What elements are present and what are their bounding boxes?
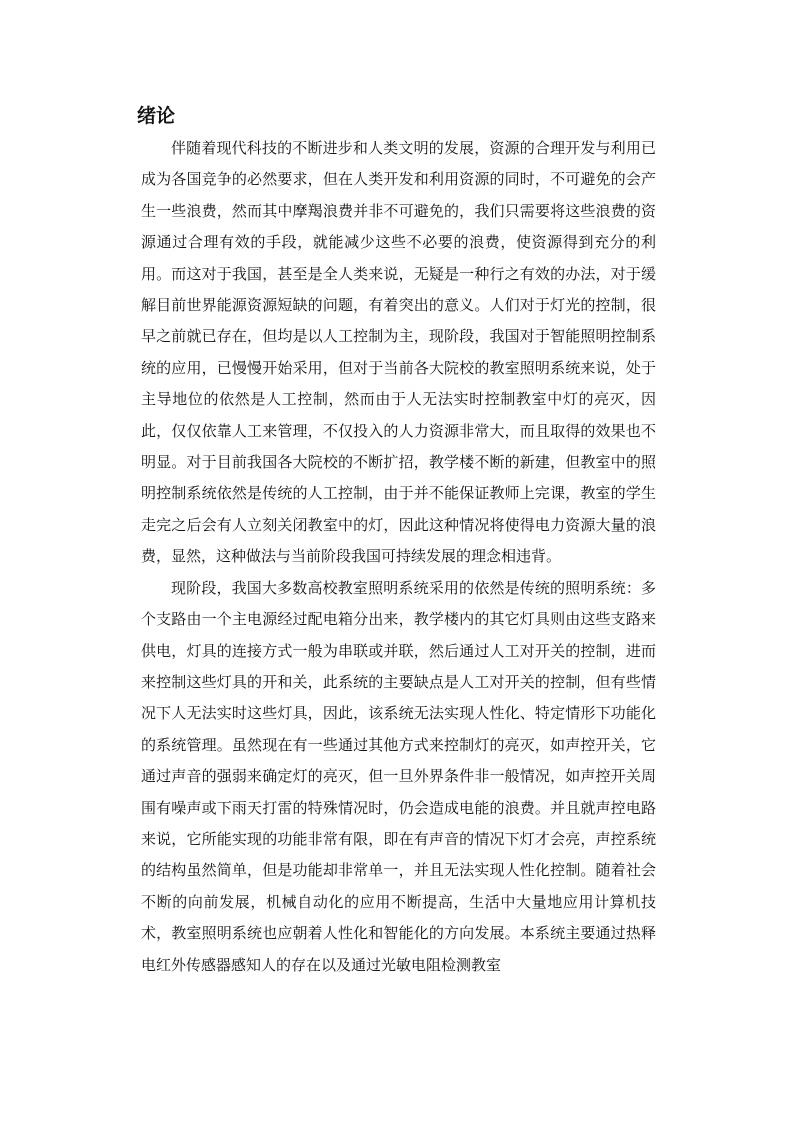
body-text	[141, 133, 656, 981]
section-heading: 绪论	[137, 105, 176, 127]
paragraph-1: 伴随着现代科技的不断进步和人类文明的发展，资源的合理开发与利用已成为各国竞争的必然要求，但在人类开发和利用资源的同时，不可避免的会产生一些浪费，然而其中摩羯浪费并非不可避免的，我们只需要将这些浪费的资源通过合理有效的手段，就能减少这些不必要的浪费，使资源得到充分的利用。而这对于我国，甚至是全人类来说，无疑是一种行之有效的办法，对于缓解目前世界能源资源短缺的问题，有着突出的意义。人们对于灯光的控制，很早之前就已存在，但均是以人工控制为主，现阶段，我国对于智能照明控制系统的应用，已慢慢开始采用，但对于当前各大院校的教室照明系统来说，处于主导地位的依然是人工控制，然而由于人无法实时控制教室中灯的亮灭，因此，仅仅依靠人工来管理，不仅投入的人力资源非常大，而且取得的效果也不明显。对于目前我国各大院校的不断扩招，教学楼不断的新建，但教室中的照明控制系统依然是传统的人工控制，由于并不能保证教师上完课，教室的学生走完之后会有人立刻关闭教室中的灯，因此这种情况将使得电力资源大量的浪费，显然，这种做法与当前阶段我国可持续发展的理念相违背。	[141, 139, 656, 566]
paragraph-2: 现阶段，我国大多数高校教室照明系统采用的依然是传统的照明系统：多个支路由一个主电源经过配电箱分出来，教学楼内的其它灯具则由这些支路来供电，灯具的连接方式一般为串联或并联，然后通过人工对开关的控制，进而来控制这些灯具的开和关，此系统的主要缺点是人工对开关的控制，但有些情况下人无法实时这些灯具，因此，该系统无法实现人性化、特定情形下功能化的系统管理。虽然现在有一些通过其他方式来控制灯的亮灭，如声控开关，它通过声音的强弱来确定灯的亮灭，但一旦外界条件非一般情况，如声控开关周围有噪声或下雨天打雷的特殊情况时，仍会造成电能的浪费。并且就声控电路来说，它所能实现的功能非常有限，即在有声音的情况下灯才会亮，声控系统的结构虽然简单，但是功能却非常单一，并且无法实现人性化控制。随着社会不断的向前发展，机械自动化的应用不断提高，生活中大量地应用计算机技术，教室照明系统也应朝着人性化和智能化的方向发展。本系统主要通过热释电红外传感器感知人的存在以及通过光敏电阻检测教室	[141, 578, 656, 974]
